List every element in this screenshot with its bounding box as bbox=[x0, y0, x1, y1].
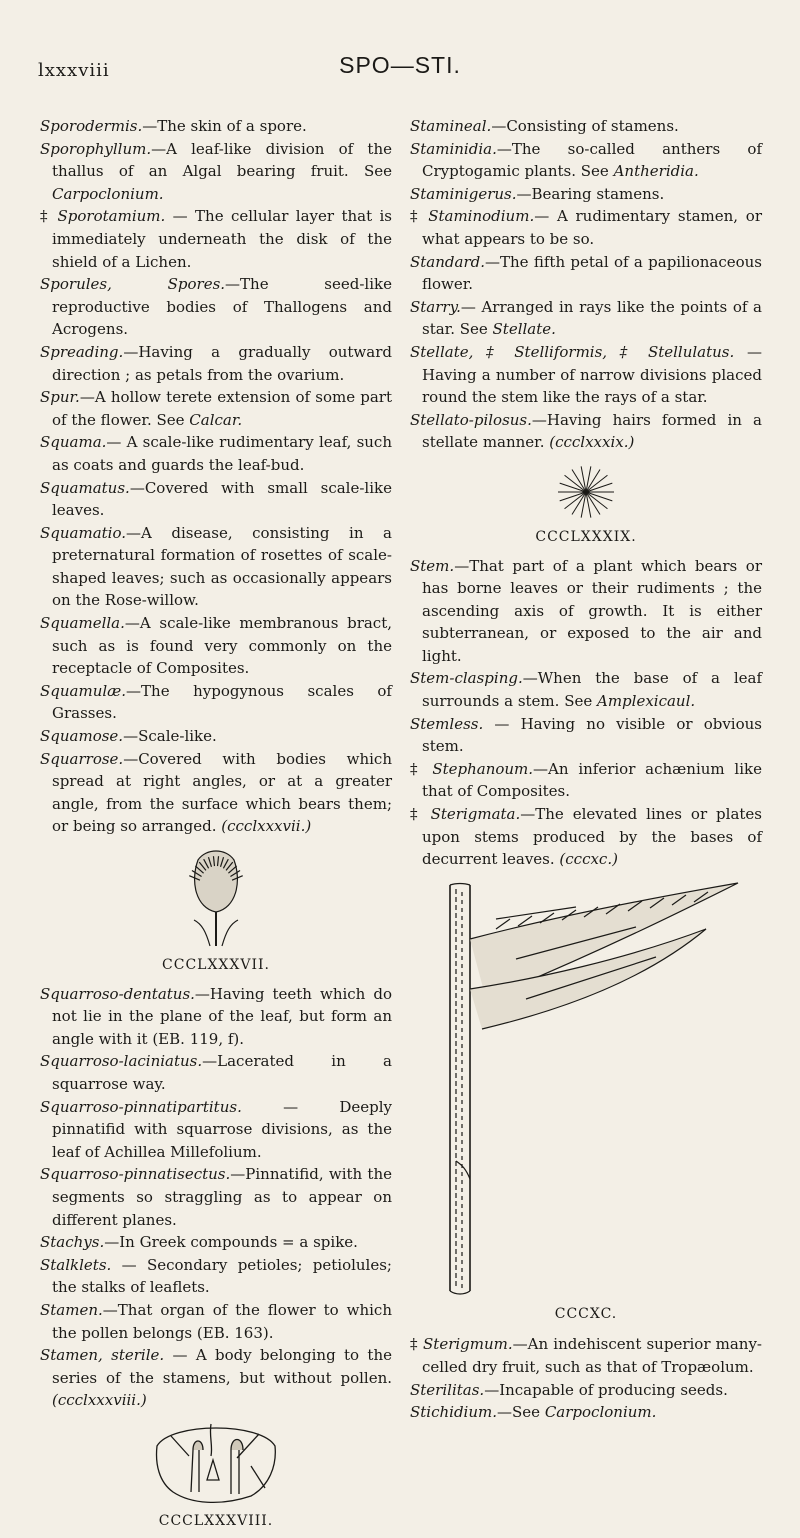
glossary-entry bbox=[40, 1344, 392, 1412]
glossary-entry bbox=[40, 1299, 392, 1344]
glossary-entry bbox=[40, 1254, 392, 1299]
entry-reference: Stellate. bbox=[492, 320, 556, 339]
entry-reference: (ccclxxxvii.) bbox=[221, 817, 312, 836]
entry-term: Stamen, sterile. bbox=[40, 1346, 165, 1365]
figure-ccclxxxix bbox=[410, 458, 762, 549]
entry-definition: —Having a gradually outward direction ; as petals from the ovarium. bbox=[52, 342, 392, 384]
entry-term: Starry. bbox=[410, 297, 461, 316]
glossary-entry bbox=[410, 667, 762, 712]
right-entries-a bbox=[410, 115, 762, 454]
glossary-entry bbox=[40, 522, 392, 612]
entry-definition: —Covered with small scale-like leaves. bbox=[52, 478, 392, 520]
entry-term: Squarroso-pinnatisectus. bbox=[40, 1165, 231, 1184]
entry-definition: —The so-called anthers of Cryptogamic plants. See bbox=[422, 139, 762, 181]
entry-definition: —A disease, consisting in a preternatural formation of rosettes of scale-shaped leaves; such as occasionally appears on the Rose-willow. bbox=[52, 523, 392, 610]
entry-term: Spur. bbox=[40, 388, 80, 407]
figure-caption-ccclxxxviii: CCCLXXXVIII. bbox=[158, 1512, 274, 1529]
entry-definition: —The hypogynous scales of Grasses. bbox=[52, 681, 392, 723]
glossary-entry bbox=[40, 477, 392, 522]
entry-term: Squamatio. bbox=[40, 523, 127, 542]
glossary-entry bbox=[40, 612, 392, 680]
entry-term: Squarroso-laciniatus. bbox=[40, 1052, 203, 1071]
obsolete-mark: ‡ bbox=[410, 805, 431, 824]
entry-definition: — Secondary petioles; petiolules; the stalks of leaflets. bbox=[52, 1255, 392, 1297]
figure-cccxc bbox=[410, 879, 762, 1326]
entry-definition: — A scale-like rudimentary leaf, such as coats and guards the leaf-bud. bbox=[52, 433, 392, 474]
squarrose-illustration bbox=[176, 842, 256, 950]
entry-term: Sporules, Spores. bbox=[40, 275, 226, 294]
entry-term: Squamatus. bbox=[40, 478, 130, 497]
glossary-entry bbox=[410, 758, 762, 803]
entry-definition: —An inferior achænium like that of Composites. bbox=[422, 759, 762, 801]
entry-term: Squarrose. bbox=[40, 749, 124, 768]
glossary-entry bbox=[410, 296, 762, 341]
right-entries-b bbox=[410, 555, 762, 871]
entry-reference: (ccclxxxix.) bbox=[549, 433, 635, 452]
entry-definition: —That organ of the flower to which the pollen belongs (EB. 163). bbox=[52, 1300, 392, 1342]
running-head: SPO—STI. bbox=[339, 52, 461, 78]
glossary-entry bbox=[40, 1050, 392, 1095]
entry-definition: —Covered with bodies which spread at right angles, or at a greater angle, from the surface which bears them; or being so arranged. bbox=[52, 749, 392, 836]
entry-reference: Carpoclonium. bbox=[544, 1403, 657, 1422]
glossary-entry bbox=[410, 205, 762, 250]
entry-term: Squarroso-pinnatipartitus. bbox=[40, 1097, 242, 1116]
entry-definition: —An indehiscent superior many-celled dry fruit, such as that of Tropæolum. bbox=[422, 1335, 762, 1376]
sterile-stamen-illustration bbox=[151, 1416, 281, 1506]
glossary-entry bbox=[410, 183, 762, 206]
entry-term: Stellato-pilosus. bbox=[410, 410, 532, 429]
right-column bbox=[410, 115, 762, 1424]
entry-term: Squamose. bbox=[40, 727, 124, 746]
glossary-entry bbox=[40, 983, 392, 1051]
obsolete-mark: ‡ bbox=[410, 759, 433, 778]
entry-definition: —When the base of a leaf surrounds a stem. See bbox=[422, 669, 762, 711]
entry-term: Stalklets. bbox=[40, 1255, 112, 1274]
glossary-entry bbox=[40, 748, 392, 838]
entry-term: Stem-clasping. bbox=[410, 669, 523, 688]
entry-term: Squarroso-dentatus. bbox=[40, 984, 195, 1003]
entry-definition: — Having no visible or obvious stem. bbox=[422, 714, 762, 756]
glossary-entry bbox=[410, 251, 762, 296]
entry-reference: (cccxc.) bbox=[559, 850, 618, 869]
entry-definition: —A hollow terete extension of some part of the flower. See bbox=[52, 388, 392, 429]
entry-definition: —That part of a plant which bears or has borne leaves or their rudiments ; the ascending axis of growth. It is either subterranean, or exposed to the air and light. bbox=[422, 556, 762, 665]
stellate-hair-illustration bbox=[541, 458, 631, 522]
entry-term: Stamen. bbox=[40, 1300, 103, 1319]
glossary-entry bbox=[410, 1401, 762, 1424]
entry-definition: —Scale-like. bbox=[123, 727, 217, 746]
glossary-entry bbox=[410, 713, 762, 758]
entry-definition: —Lacerated in a squarrose way. bbox=[52, 1052, 392, 1093]
glossary-entry bbox=[410, 555, 762, 668]
entry-term: Sterigmum. bbox=[423, 1335, 513, 1354]
page-number: lxxxviii bbox=[38, 60, 110, 81]
entry-definition: —The seed-like reproductive bodies of Thallogens and Acrogens. bbox=[52, 275, 392, 339]
entry-reference: Antheridia. bbox=[613, 162, 699, 181]
entry-term: Sporodermis. bbox=[40, 117, 143, 135]
entry-definition: —In Greek compounds = a spike. bbox=[104, 1233, 358, 1252]
glossary-entry bbox=[40, 725, 392, 748]
entry-term: Sterigmata. bbox=[430, 805, 521, 824]
entry-definition: —The fifth petal of a papilionaceous flower. bbox=[422, 252, 762, 294]
entry-definition: —Consisting of stamens. bbox=[491, 117, 679, 135]
glossary-entry bbox=[40, 115, 392, 138]
entry-term: Stemless. bbox=[410, 714, 484, 733]
glossary-entry bbox=[410, 115, 762, 138]
entry-reference: Carpoclonium. bbox=[52, 184, 164, 203]
entry-term: Sporotamium. bbox=[57, 207, 166, 226]
figure-caption-ccclxxxix: CCCLXXXIX. bbox=[535, 528, 637, 545]
entry-term: Sporophyllum. bbox=[40, 139, 152, 158]
entry-term: Standard. bbox=[410, 252, 485, 271]
figure-ccclxxxvii bbox=[40, 842, 392, 977]
glossary-entry bbox=[40, 138, 392, 206]
entry-term: Stachys. bbox=[40, 1233, 105, 1252]
entry-term: Stem. bbox=[410, 556, 455, 575]
glossary-entry bbox=[410, 409, 762, 454]
entry-term: Stamineal. bbox=[410, 117, 492, 135]
glossary-entry bbox=[40, 1163, 392, 1231]
entry-term: Stephanoum. bbox=[432, 759, 534, 778]
entry-definition: —Pinnatifid, with the segments so straggling as to appear on different planes. bbox=[52, 1165, 392, 1229]
entry-definition: —Having hairs formed in a stellate manner. bbox=[422, 410, 762, 452]
figure-caption-cccxc: CCCXC. bbox=[554, 1305, 618, 1322]
glossary-entry bbox=[410, 138, 762, 183]
entry-definition: — Having a number of narrow divisions placed round the stem like the rays of a star. bbox=[422, 342, 762, 407]
entry-reference: (ccclxxxviii.) bbox=[52, 1391, 147, 1410]
entry-term: Stellate, ‡ Stelliformis, ‡ Stellulatus. bbox=[410, 342, 735, 361]
entry-reference: Calcar. bbox=[189, 410, 243, 429]
entry-term: Staminodium. bbox=[428, 207, 535, 226]
glossary-entry bbox=[410, 803, 762, 871]
entry-definition: —The elevated lines or plates upon stems produced by the bases of decurrent leaves. bbox=[422, 805, 762, 869]
entry-definition: —The skin of a spore. bbox=[142, 117, 307, 135]
sterigmata-illustration bbox=[426, 879, 746, 1299]
entry-term: Squamella. bbox=[40, 614, 125, 633]
entry-term: Staminigerus. bbox=[410, 184, 517, 203]
left-entries-b bbox=[40, 983, 392, 1412]
glossary-entry bbox=[40, 431, 392, 476]
obsolete-mark: ‡ bbox=[40, 207, 58, 226]
entry-definition: —See bbox=[497, 1403, 545, 1422]
entry-definition: —A leaf-like division of the thallus of an Algal bearing fruit. See bbox=[52, 139, 392, 181]
left-entries-a bbox=[40, 115, 392, 838]
glossary-entry bbox=[410, 341, 762, 409]
glossary-entry bbox=[40, 1231, 392, 1254]
entry-definition: — A body belonging to the series of the stamens, but without pollen. bbox=[52, 1346, 392, 1387]
figure-caption-ccclxxxvii: CCCLXXXVII. bbox=[162, 957, 270, 973]
entry-term: Spreading. bbox=[40, 342, 124, 361]
glossary-entry bbox=[40, 273, 392, 341]
entry-term: Squamulæ. bbox=[40, 681, 127, 700]
right-entries-c bbox=[410, 1333, 762, 1423]
entry-reference: Amplexicaul. bbox=[597, 692, 696, 711]
entry-definition: — The cellular layer that is immediately underneath the disk of the shield of a Lichen. bbox=[52, 207, 392, 271]
entry-definition: —Having teeth which do not lie in the plane of the leaf, but form an angle with it (EB. 119, f). bbox=[52, 984, 392, 1048]
entry-term: Sterilitas. bbox=[410, 1380, 485, 1399]
entry-definition: —A scale-like membranous bract, such as is found very commonly on the receptacle of Composites. bbox=[52, 614, 392, 678]
entry-definition: —Incapable of producing seeds. bbox=[484, 1380, 728, 1399]
glossary-entry bbox=[40, 386, 392, 431]
entry-term: Stichidium. bbox=[410, 1403, 498, 1422]
entry-definition: — Deeply pinnatifid with squarrose divisions, as the leaf of Achillea Millefolium. bbox=[52, 1097, 392, 1161]
glossary-entry bbox=[40, 341, 392, 386]
glossary-entry bbox=[40, 205, 392, 273]
entry-definition: —Bearing stamens. bbox=[516, 184, 665, 203]
glossary-entry bbox=[410, 1333, 762, 1378]
obsolete-mark: ‡ bbox=[410, 207, 429, 226]
figure-ccclxxxviii bbox=[40, 1416, 392, 1533]
glossary-entry bbox=[40, 1096, 392, 1164]
entry-definition: — A rudimentary stamen, or what appears to be so. bbox=[422, 207, 762, 248]
obsolete-mark: ‡ bbox=[410, 1335, 424, 1354]
entry-term: Staminidia. bbox=[410, 139, 497, 158]
left-column bbox=[40, 115, 392, 1538]
entry-definition: — Arranged in rays like the points of a star. See bbox=[422, 297, 762, 339]
glossary-entry bbox=[410, 1379, 762, 1402]
glossary-entry bbox=[40, 680, 392, 725]
entry-term: Squama. bbox=[40, 433, 107, 452]
